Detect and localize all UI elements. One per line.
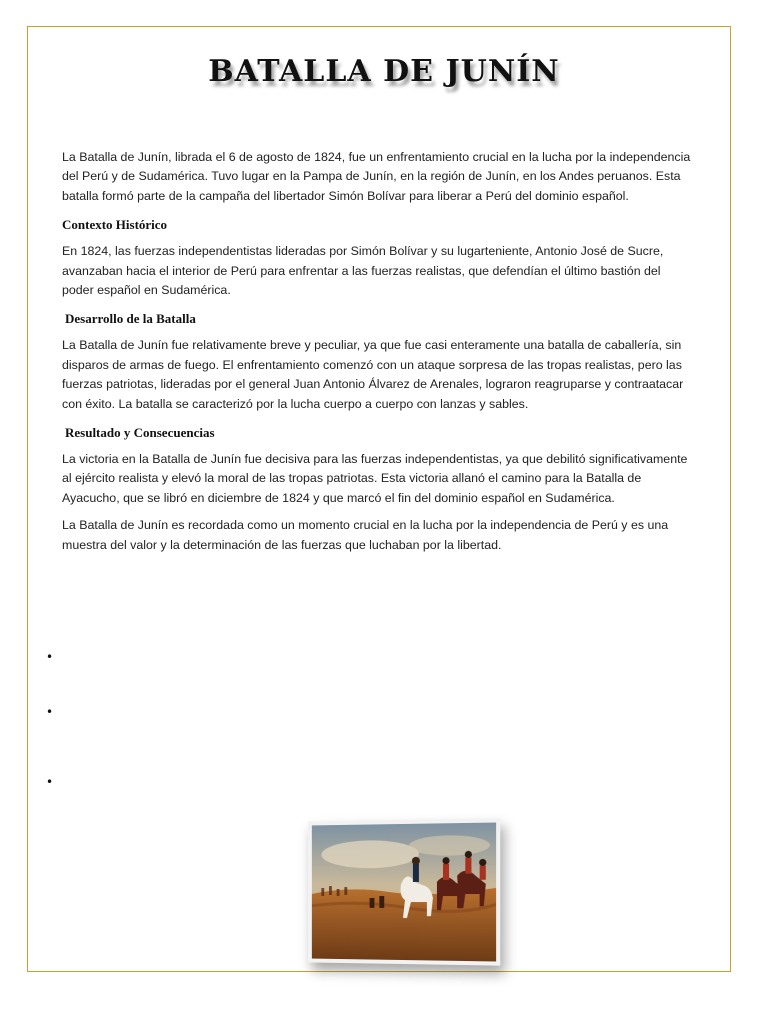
- section-heading-desarrollo: Desarrollo de la Batalla: [65, 311, 196, 327]
- section-paragraph: La victoria en la Batalla de Junín fue decisiva para las fuerzas independentistas, ya que debilitó significativamente al ejército realista y elevó la moral de las tropas patriotas. Esta victoria allanó el camino para la Batalla de Ayacucho, que se libró en diciembre de 1824 y que marcó el fin del dominio español en Sudamérica.: [62, 452, 688, 505]
- section-paragraph: La Batalla de Junín fue relativamente breve y peculiar, ya que fue casi enteramente una batalla de caballería, sin disparos de armas de fuego. El enfrentamiento comenzó con un ataque sorpresa de las tropas realistas, pero las fuerzas patriotas, lideradas por el general Juan Antonio Álvarez de Arenales, lograron reagruparse y contraatacar con éxito. La batalla se caracterizó por la lucha cuerpo a cuerpo con lanzas y sables.: [62, 338, 684, 411]
- bullet-item: [46, 705, 58, 721]
- section-paragraph: La Batalla de Junín es recordada como un momento crucial en la lucha por la independencia de Perú y es una muestra del valor y la determinación de las fuerzas que luchaban por la libertad.: [62, 518, 669, 552]
- section-heading-resultado: Resultado y Consecuencias: [65, 425, 215, 441]
- painting-illustration: [312, 823, 496, 962]
- section-paragraph: En 1824, las fuerzas independentistas lideradas por Simón Bolívar y su lugarteniente, Antonio José de Sucre, avanzaban hacia el interior de Perú para enfrentar a las fuerzas realistas, que defendían el último bastión del poder español en Sudamérica.: [62, 244, 664, 298]
- document-title: BATALLA DE JUNÍN: [208, 54, 560, 89]
- section-heading-contexto: Contexto Histórico: [62, 217, 168, 233]
- intro-paragraph: La Batalla de Junín, librada el 6 de agosto de 1824, fue un enfrentamiento crucial en la lucha por la independencia del Perú y de Sudamérica. Tuvo lugar en la Pampa de Junín, en la región de Junín, en los Andes peruanos. Esta batalla formó parte de la campaña del libertador Simón Bolívar para liberar a Perú del dominio español.: [62, 150, 691, 203]
- document-body: [62, 148, 694, 563]
- battle-painting-image: [308, 818, 500, 965]
- bullet-item: [46, 775, 58, 791]
- bullet-item: [46, 650, 58, 666]
- empty-bullet-list: [46, 648, 86, 808]
